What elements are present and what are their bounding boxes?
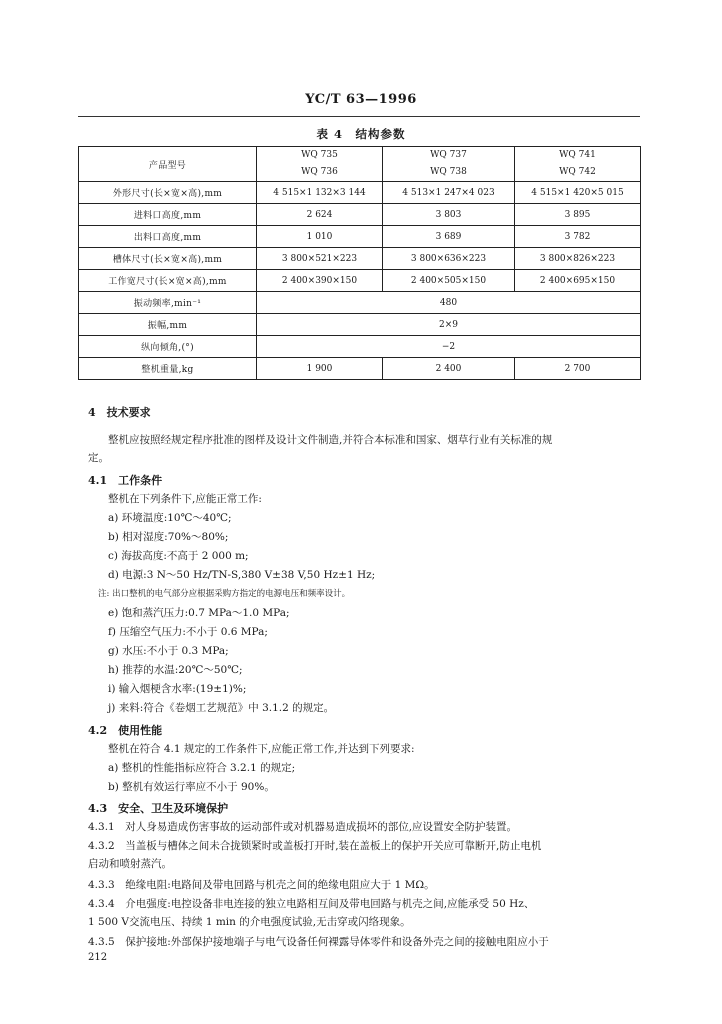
section-4-1-lead: 整机在下列条件下,应能正常工作: xyxy=(108,493,262,505)
value-cell: 3 689 xyxy=(383,226,515,248)
condition-item: h) 推荐的水温:20℃～50℃; xyxy=(108,664,243,676)
performance-item: a) 整机的性能指标应符合 3.2.1 的规定; xyxy=(108,762,296,774)
performance-item: b) 整机有效运行率应不小于 90%。 xyxy=(108,781,275,793)
value-cell: 3 895 xyxy=(515,204,641,226)
value-cell: 3 800×521×223 xyxy=(257,248,383,270)
row-label-cell: 工作宽尺寸(长×宽×高),mm xyxy=(79,270,257,292)
clause-4-3-4: 4.3.4 介电强度:电控设备非电连接的独立电路相互间及带电回路与机壳之间,应能承受 50 Hz、 xyxy=(88,898,535,910)
value-cell: 4 515×1 132×3 144 xyxy=(257,182,383,204)
model-name: WQ 738 xyxy=(430,167,467,177)
condition-item: j) 来料:符合《卷烟工艺规范》中 3.1.2 的规定。 xyxy=(108,702,335,714)
value-cell: 3 803 xyxy=(383,204,515,226)
section-4-intro: 整机应按照经规定程序批准的图样及设计文件制造,并符合本标准和国家、烟草行业有关标准的规 xyxy=(108,434,553,446)
section-4-intro-cont: 定。 xyxy=(88,452,109,464)
table-row xyxy=(79,226,641,248)
condition-item: e) 饱和蒸汽压力:0.7 MPa～1.0 MPa; xyxy=(108,607,290,619)
row-label-cell: 进料口高度,mm xyxy=(79,204,257,226)
clause-4-3-2-cont: 启动和喷射蒸汽。 xyxy=(88,858,172,870)
model-cell xyxy=(257,147,383,182)
table-row xyxy=(79,270,641,292)
model-cell xyxy=(383,147,515,182)
merged-value-cell: 2×9 xyxy=(257,314,641,336)
row-label-cell: 槽体尺寸(长×宽×高),mm xyxy=(79,248,257,270)
value-cell: 3 782 xyxy=(515,226,641,248)
table-row xyxy=(79,358,641,380)
note-text: 注: 出口整机的电气部分应根据采购方指定的电源电压和频率设计。 xyxy=(98,589,351,599)
value-cell: 3 800×826×223 xyxy=(515,248,641,270)
model-name: WQ 735 xyxy=(301,150,338,160)
condition-item: f) 压缩空气压力:不小于 0.6 MPa; xyxy=(108,626,268,638)
section-4-3-heading: 4.3 安全、卫生及环境保护 xyxy=(88,802,229,815)
section-4-2-lead: 整机在符合 4.1 规定的工作条件下,应能正常工作,并达到下列要求: xyxy=(108,743,415,755)
value-cell: 1 010 xyxy=(257,226,383,248)
model-name: WQ 737 xyxy=(430,150,467,160)
table-header-row xyxy=(79,147,641,182)
model-name: WQ 736 xyxy=(301,167,338,177)
value-cell: 2 400×505×150 xyxy=(383,270,515,292)
value-cell: 1 900 xyxy=(257,358,383,380)
structure-parameters-table xyxy=(78,146,641,380)
table-row xyxy=(79,292,641,314)
page-number: 212 xyxy=(88,952,108,963)
header-rule xyxy=(78,116,640,117)
condition-item: i) 输入烟梗含水率:(19±1)%; xyxy=(108,683,247,695)
clause-4-3-2: 4.3.2 当盖板与槽体之间未合拢锁紧时或盖板打开时,装在盖板上的保护开关应可靠断开,防止电机 xyxy=(88,840,542,852)
standard-code-header: YC/T 63—1996 xyxy=(305,92,417,107)
condition-item: b) 相对湿度:70%～80%; xyxy=(108,531,229,543)
row-label-cell: 整机重量,kg xyxy=(79,358,257,380)
condition-item: g) 水压:不小于 0.3 MPa; xyxy=(108,645,229,657)
table-row xyxy=(79,336,641,358)
merged-value-cell: −2 xyxy=(257,336,641,358)
value-cell: 4 513×1 247×4 023 xyxy=(383,182,515,204)
merged-value-cell: 480 xyxy=(257,292,641,314)
section-4-heading: 4 技术要求 xyxy=(88,406,151,419)
clause-4-3-1: 4.3.1 对人身易造成伤害事故的运动部件或对机器易造成损坏的部位,应设置安全防护装置。 xyxy=(88,821,518,833)
condition-item: d) 电源:3 N～50 Hz/TN-S,380 V±38 V,50 Hz±1 Hz; xyxy=(108,569,376,581)
model-name: WQ 742 xyxy=(559,167,596,177)
clause-4-3-4-cont: 1 500 V交流电压、持续 1 min 的介电强度试验,无击穿或闪络现象。 xyxy=(88,916,411,928)
model-cell xyxy=(515,147,641,182)
value-cell: 2 700 xyxy=(515,358,641,380)
model-name: WQ 741 xyxy=(559,150,596,160)
table-row xyxy=(79,248,641,270)
value-cell: 2 624 xyxy=(257,204,383,226)
header-label-cell: 产品型号 xyxy=(79,147,257,182)
clause-4-3-5: 4.3.5 保护接地:外部保护接地端子与电气设备任何裸露导体零件和设备外壳之间的接触电阻应小于 xyxy=(88,936,549,948)
table-row xyxy=(79,182,641,204)
condition-item: a) 环境温度:10℃～40℃; xyxy=(108,512,232,524)
row-label-cell: 振动频率,min⁻¹ xyxy=(79,292,257,314)
value-cell: 2 400×390×150 xyxy=(257,270,383,292)
value-cell: 2 400 xyxy=(383,358,515,380)
condition-item: c) 海拔高度:不高于 2 000 m; xyxy=(108,550,249,562)
section-4-1-heading: 4.1 工作条件 xyxy=(88,474,163,487)
section-4-2-heading: 4.2 使用性能 xyxy=(88,724,163,737)
row-label-cell: 出料口高度,mm xyxy=(79,226,257,248)
row-label-cell: 纵向倾角,(°) xyxy=(79,336,257,358)
row-label-cell: 振幅,mm xyxy=(79,314,257,336)
value-cell: 3 800×636×223 xyxy=(383,248,515,270)
table-title: 表 4 结构参数 xyxy=(316,127,406,141)
value-cell: 4 515×1 420×5 015 xyxy=(515,182,641,204)
table-row xyxy=(79,204,641,226)
table-row xyxy=(79,314,641,336)
value-cell: 2 400×695×150 xyxy=(515,270,641,292)
clause-4-3-3: 4.3.3 绝缘电阻:电路间及带电回路与机壳之间的绝缘电阻应大于 1 MΩ。 xyxy=(88,879,435,891)
row-label-cell: 外形尺寸(长×宽×高),mm xyxy=(79,182,257,204)
